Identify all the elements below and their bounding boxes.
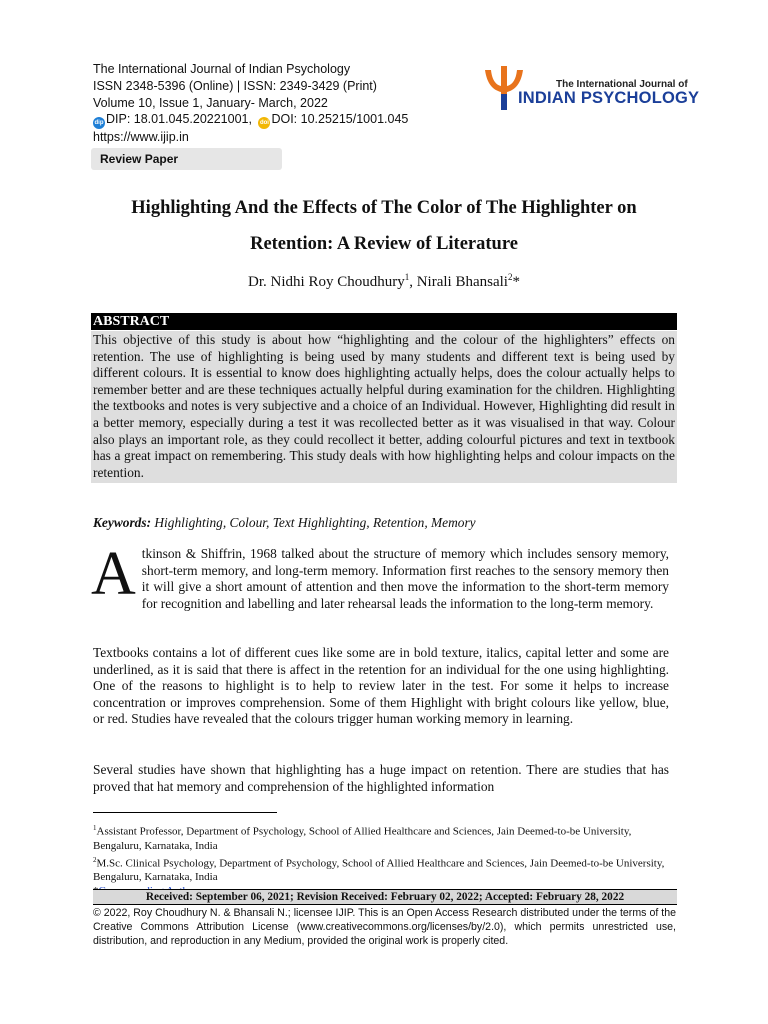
footnote-2-sup: 2 xyxy=(93,855,97,864)
footnote-divider xyxy=(93,812,277,813)
author-2-mark: * xyxy=(512,274,520,290)
doi-icon: doi xyxy=(258,117,270,129)
received-dates: Received: September 06, 2021; Revision Received: February 02, 2022; Accepted: February 28, 2022 xyxy=(93,889,677,905)
author-1-sup: 1 xyxy=(404,272,410,282)
journal-name: The International Journal of Indian Psychology xyxy=(93,62,351,76)
journal-ids xyxy=(93,111,408,129)
author-1: Dr. Nidhi Roy Choudhury xyxy=(248,274,405,290)
author-2: Nirali Bhansali xyxy=(416,274,508,290)
paper-type-badge: Review Paper xyxy=(91,148,282,170)
drop-cap: A xyxy=(91,540,136,608)
dip-icon: dip xyxy=(93,117,105,129)
body-paragraph-1 xyxy=(91,540,669,612)
doi-text: DOI: 10.25215/1001.045 xyxy=(271,112,409,127)
footnote-1 xyxy=(93,821,673,853)
footnote-1-text: Assistant Professor, Department of Psychology, School of Allied Healthcare and Sciences, Jain Deemed-to-be University, Bengaluru, Karnataka, India xyxy=(93,825,632,852)
author-separator: , xyxy=(409,274,417,290)
keywords-text: Highlighting, Colour, Text Highlighting, Retention, Memory xyxy=(154,515,476,530)
footnote-1-sup: 1 xyxy=(93,824,97,832)
abstract-text: This objective of this study is about how “highlighting and the colour of the highlighters” effects on retention. The use of highlighting is being used by many students and different text is being used by different colours. It is essential to know does highlighting actually helps, does the colour actually helps to remember better and are these techniques actually helpful during examination for the children. Highlighting the textbooks and notes is very subjective and a choice of an Individual. However, Highlighting did result in a better memory, especially during a test it was recollected better as it was visualised in that way. Colour also plays an important role, as they could recollect it better, adding colourful pictures and text in textbook has a great impact on remembering. This study deals with how highlighting helps and colour impacts on the retention. xyxy=(91,331,677,483)
authors xyxy=(90,272,678,291)
keywords-label: Keywords: xyxy=(93,515,152,530)
license-text: © 2022, Roy Choudhury N. & Bhansali N.; licensee IJIP. This is an Open Access Research distributed under the terms of the Creative Commons Attribution License (www.creativecommons.org/licenses/by/2.0), which permits unrestricted use, distribution, and reproduction in any Medium, provided the original work is properly cited. xyxy=(93,907,676,948)
footnote-2 xyxy=(93,853,673,885)
journal-url[interactable]: https://www.ijip.in xyxy=(93,130,189,145)
keywords xyxy=(93,515,476,531)
body-paragraph-2: Textbooks contains a lot of different cues like some are in bold texture, italics, capital letter and some are underlined, as it is said that there is affect in the retention for an individual for the one using highlighting. One of the reasons to highlight is to help to review later in the test. For some it helps to increase concentration or improves comprehension. Some of them Highlight with bright colours like yellow, blue, or red. Studies have revealed that the colours trigger human working memory in learning. xyxy=(93,645,669,726)
logo-big-text: INDIAN PSYCHOLOGY xyxy=(518,89,700,107)
footnote-2-text: M.Sc. Clinical Psychology, Department of Psychology, School of Allied Healthcare and Sciences, Jain Deemed-to-be University, Bengaluru, Karnataka, India xyxy=(93,857,665,884)
journal-info xyxy=(93,61,408,146)
abstract-heading: ABSTRACT xyxy=(91,313,677,330)
author-2-sup-number: 2 xyxy=(507,272,513,282)
body-paragraph-3: Several studies have shown that highlighting has a huge impact on retention. There are studies that has proved that hat memory and comprehension of the highlighted information xyxy=(93,762,669,794)
footnotes xyxy=(93,821,673,898)
logo-small-text: The International Journal of xyxy=(556,79,688,90)
paper-title: Highlighting And the Effects of The Color of The Highlighter on Retention: A Review of Literature xyxy=(131,198,637,254)
journal-volume: Volume 10, Issue 1, January- March, 2022 xyxy=(93,95,328,110)
journal-issn: ISSN 2348-5396 (Online) | ISSN: 2349-3429 (Print) xyxy=(93,78,377,93)
dip-text: DIP: 18.01.045.20221001, xyxy=(106,112,252,127)
paragraph-1-text: tkinson & Shiffrin, 1968 talked about the structure of memory which includes sensory memory, short-term memory, and long-term memory. Information first reaches to the sensory memory then it will give a short amount of attention and then move the information to the short-term memory for recognition and labelling and later rehearsal leads the information to the long-term memory. xyxy=(141,546,669,611)
